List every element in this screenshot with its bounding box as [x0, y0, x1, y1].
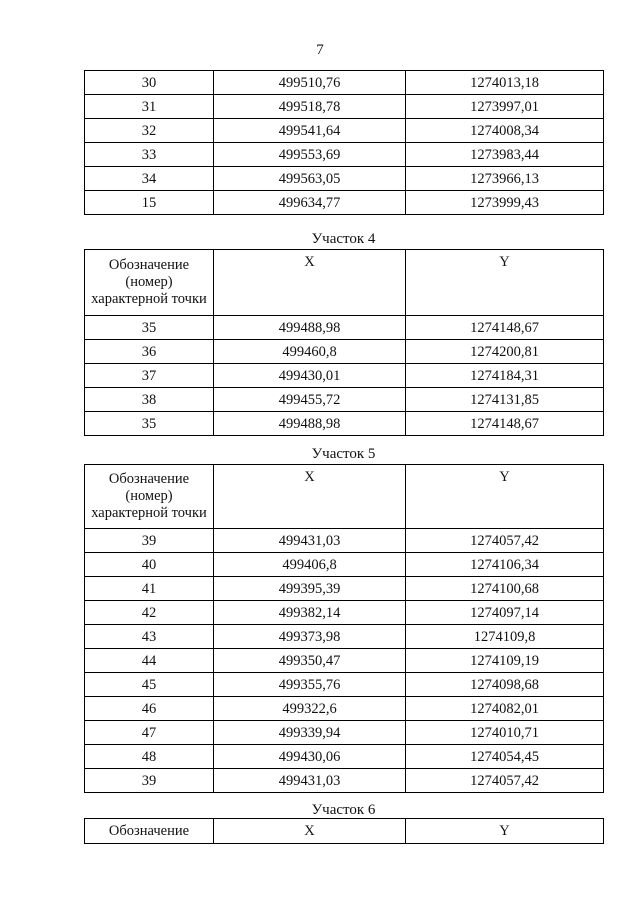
table-body: [85, 529, 604, 793]
table-body: [85, 71, 604, 215]
y-coordinate-cell: 1274082,01: [406, 697, 604, 721]
x-header: X: [214, 250, 406, 316]
x-coordinate-cell: 499488,98: [214, 412, 406, 436]
header-line: Обозначение: [108, 471, 190, 487]
x-coordinate-cell: 499350,47: [214, 649, 406, 673]
point-number-cell: 44: [85, 649, 214, 673]
table-row: [85, 119, 604, 143]
plot-6-coordinates-table: [84, 818, 604, 844]
point-number-cell: 37: [85, 364, 214, 388]
x-header: X: [214, 465, 406, 529]
table-row: [85, 340, 604, 364]
y-header: Y: [406, 465, 604, 529]
y-coordinate-cell: 1274008,34: [406, 119, 604, 143]
y-coordinate-cell: 1274100,68: [406, 577, 604, 601]
plot-4-coordinates-table: [84, 249, 604, 436]
table-row: [85, 577, 604, 601]
x-coordinate-cell: 499553,69: [214, 143, 406, 167]
table-row: [85, 412, 604, 436]
table-row: [85, 625, 604, 649]
point-number-header: Обозначение: [85, 819, 214, 844]
point-number-cell: 32: [85, 119, 214, 143]
point-number-cell: 35: [85, 316, 214, 340]
table-row: [85, 649, 604, 673]
table-row: [85, 191, 604, 215]
plot-6-title: Участок 6: [311, 802, 376, 818]
point-number-cell: 47: [85, 721, 214, 745]
point-number-cell: 33: [85, 143, 214, 167]
x-coordinate-cell: 499406,8: [214, 553, 406, 577]
y-coordinate-cell: 1274148,67: [406, 316, 604, 340]
x-header: X: [214, 819, 406, 844]
table-row: [85, 167, 604, 191]
plot-5-title: Участок 5: [311, 446, 376, 462]
table-row: [85, 769, 604, 793]
table-row: [85, 316, 604, 340]
header-line: (номер): [125, 488, 173, 504]
y-coordinate-cell: 1274057,42: [406, 529, 604, 553]
header-line: (номер): [125, 274, 173, 290]
x-coordinate-cell: 499460,8: [214, 340, 406, 364]
y-header: Y: [406, 819, 604, 844]
table-row: [85, 745, 604, 769]
x-coordinate-cell: 499430,06: [214, 745, 406, 769]
point-number-cell: 42: [85, 601, 214, 625]
y-coordinate-cell: 1274200,81: [406, 340, 604, 364]
x-coordinate-cell: 499430,01: [214, 364, 406, 388]
y-coordinate-cell: 1274097,14: [406, 601, 604, 625]
header-line: характерной точки: [91, 505, 207, 521]
table-row: [85, 553, 604, 577]
x-coordinate-cell: 499355,76: [214, 673, 406, 697]
x-coordinate-cell: 499431,03: [214, 769, 406, 793]
table-row: [85, 364, 604, 388]
point-number-cell: 40: [85, 553, 214, 577]
point-number-cell: 41: [85, 577, 214, 601]
x-coordinate-cell: 499382,14: [214, 601, 406, 625]
table-header-row: [85, 819, 604, 844]
x-coordinate-cell: 499395,39: [214, 577, 406, 601]
x-coordinate-cell: 499634,77: [214, 191, 406, 215]
y-coordinate-cell: 1273966,13: [406, 167, 604, 191]
y-coordinate-cell: 1274057,42: [406, 769, 604, 793]
y-coordinate-cell: 1274184,31: [406, 364, 604, 388]
y-coordinate-cell: 1274010,71: [406, 721, 604, 745]
page-number: 7: [316, 42, 324, 58]
y-coordinate-cell: 1274098,68: [406, 673, 604, 697]
header-line: Обозначение: [108, 257, 190, 273]
y-coordinate-cell: 1274109,19: [406, 649, 604, 673]
table-row: [85, 388, 604, 412]
y-coordinate-cell: 1274054,45: [406, 745, 604, 769]
table-row: [85, 601, 604, 625]
y-header: Y: [406, 250, 604, 316]
table-header-row: [85, 250, 604, 316]
point-number-cell: 45: [85, 673, 214, 697]
x-coordinate-cell: 499510,76: [214, 71, 406, 95]
table-row: [85, 697, 604, 721]
x-coordinate-cell: 499541,64: [214, 119, 406, 143]
point-number-cell: 31: [85, 95, 214, 119]
y-coordinate-cell: 1274109,8: [406, 625, 604, 649]
point-number-header: [85, 465, 214, 529]
plot-5-coordinates-table: [84, 464, 604, 793]
x-coordinate-cell: 499518,78: [214, 95, 406, 119]
table-row: [85, 721, 604, 745]
y-coordinate-cell: 1274013,18: [406, 71, 604, 95]
x-coordinate-cell: 499488,98: [214, 316, 406, 340]
point-number-cell: 48: [85, 745, 214, 769]
x-coordinate-cell: 499322,6: [214, 697, 406, 721]
point-number-cell: 46: [85, 697, 214, 721]
point-number-cell: 30: [85, 71, 214, 95]
y-coordinate-cell: 1273997,01: [406, 95, 604, 119]
x-coordinate-cell: 499339,94: [214, 721, 406, 745]
header-line: характерной точки: [91, 291, 207, 307]
x-coordinate-cell: 499431,03: [214, 529, 406, 553]
point-number-cell: 39: [85, 529, 214, 553]
table-row: [85, 673, 604, 697]
table-body: [85, 316, 604, 436]
point-number-cell: 15: [85, 191, 214, 215]
plot-4-title: Участок 4: [311, 231, 376, 247]
point-number-cell: 43: [85, 625, 214, 649]
table-row: [85, 143, 604, 167]
point-number-cell: 38: [85, 388, 214, 412]
table-row: [85, 95, 604, 119]
x-coordinate-cell: 499563,05: [214, 167, 406, 191]
coordinates-table-continuation: [84, 70, 604, 215]
x-coordinate-cell: 499373,98: [214, 625, 406, 649]
y-coordinate-cell: 1274131,85: [406, 388, 604, 412]
y-coordinate-cell: 1273999,43: [406, 191, 604, 215]
point-number-cell: 36: [85, 340, 214, 364]
table-row: [85, 529, 604, 553]
point-number-cell: 39: [85, 769, 214, 793]
x-coordinate-cell: 499455,72: [214, 388, 406, 412]
point-number-cell: 34: [85, 167, 214, 191]
point-number-cell: 35: [85, 412, 214, 436]
table-row: [85, 71, 604, 95]
table-header-row: [85, 465, 604, 529]
y-coordinate-cell: 1274106,34: [406, 553, 604, 577]
y-coordinate-cell: 1273983,44: [406, 143, 604, 167]
y-coordinate-cell: 1274148,67: [406, 412, 604, 436]
point-number-header: [85, 250, 214, 316]
